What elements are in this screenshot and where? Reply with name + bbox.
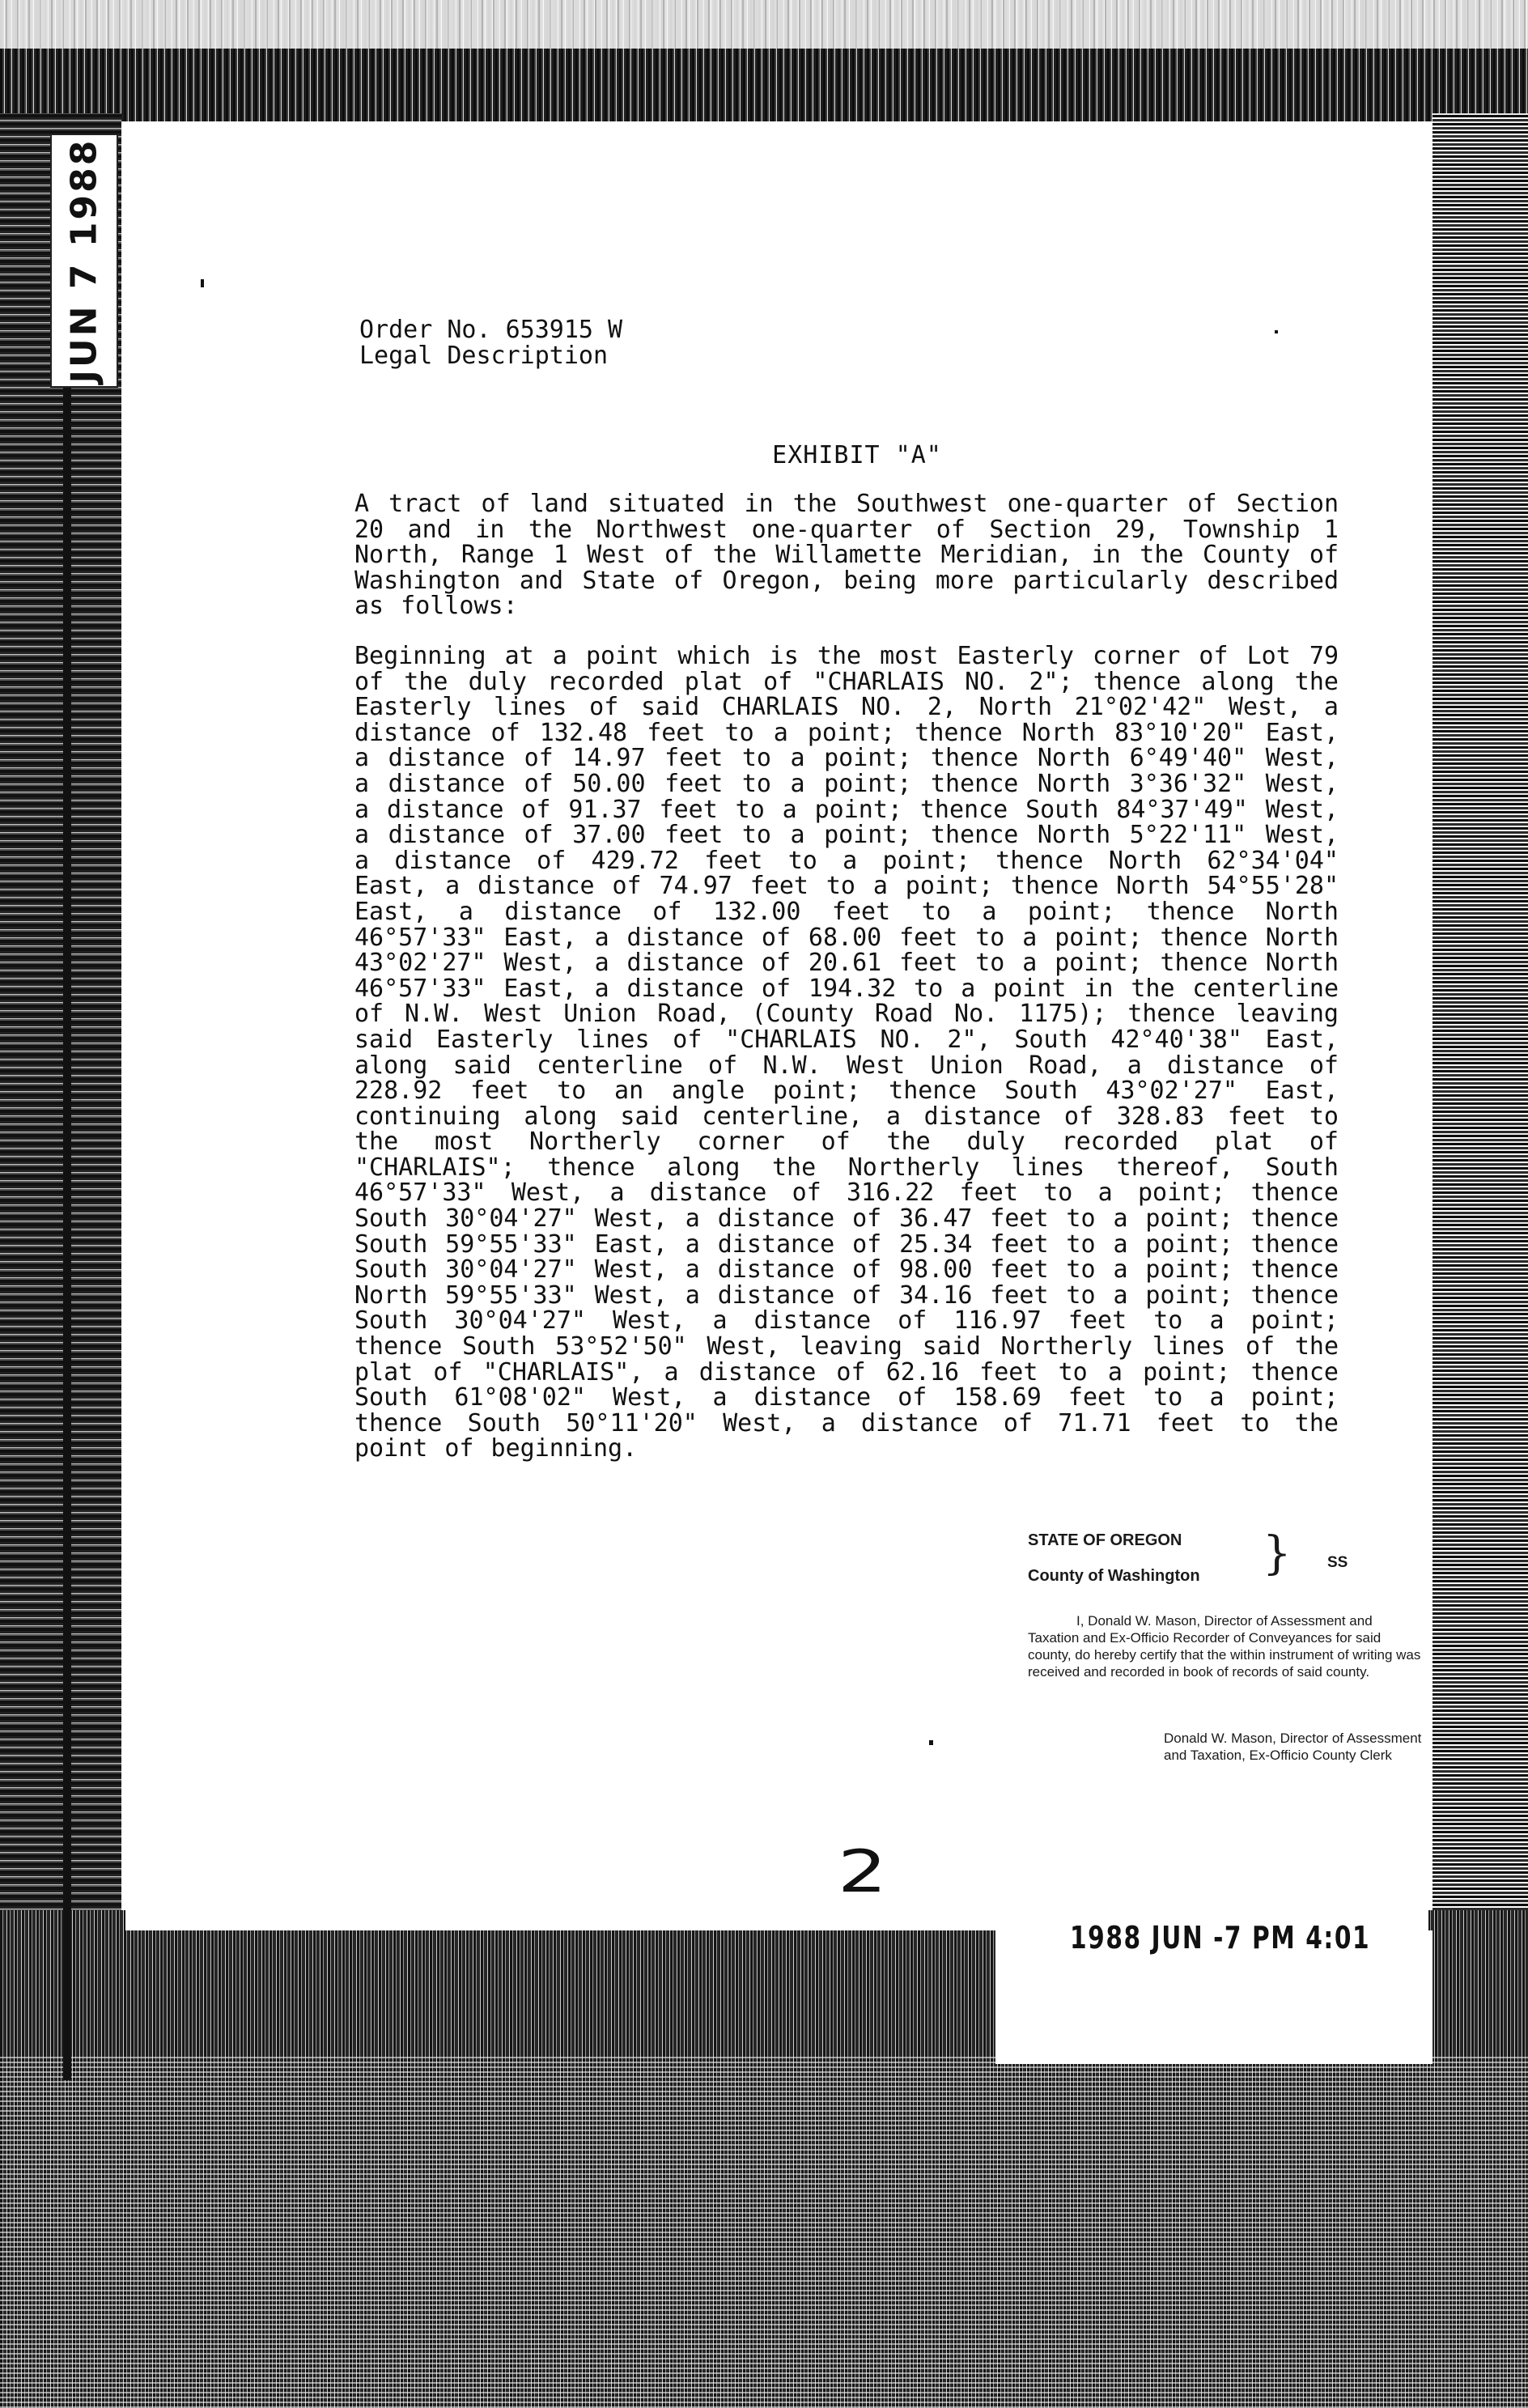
certificate-body: I, Donald W. Mason, Director of Assessment and Taxation and Ex-Officio Recorder of Conveyances for said county, do hereby certify that the within instrument of writing was received and recorded in book of records of said county. [1028, 1613, 1421, 1680]
filing-time-stamp: 1988 JUN -7 PM 4:01 [1070, 1920, 1371, 1956]
handwritten-page-number: 2 [838, 1837, 888, 1905]
certificate-state: STATE OF OREGON [1028, 1531, 1182, 1549]
scan-noise-bottom [0, 2056, 1528, 2408]
speck [201, 279, 204, 287]
certificate-signer: Donald W. Mason, Director of Assessment and Taxation, Ex-Officio County Clerk [1164, 1731, 1422, 1763]
certificate-ss: SS [1327, 1554, 1348, 1571]
certificate-county: County of Washington [1028, 1567, 1200, 1585]
speck [929, 1740, 933, 1745]
exhibit-title: EXHIBIT "A" [772, 441, 942, 469]
brace-glyph: } [1263, 1527, 1292, 1580]
order-number: Order No. 653915 W [359, 316, 623, 344]
tract-intro-paragraph: A tract of land situated in the Southwest one-quarter of Section 20 and in the Northwest one-quarter of Section 29, Township 1 North, Range 1 West of the Willamette Meridian, in the County of Washington and State of Oregon, being more particularly described as follows: [354, 490, 1339, 621]
scan-border-top-fade [0, 0, 1528, 49]
received-date-stamp [50, 134, 118, 388]
received-date-text: JUN 7 1988 [63, 138, 105, 384]
margin-rule [63, 380, 71, 2080]
metes-and-bounds-paragraph: Beginning at a point which is the most Easterly corner of Lot 79 of the duly recorded plat of "CHARLAIS NO. 2"; thence along the Easterly lines of said CHARLAIS NO. 2, North 21°02'42" West, a distance of 132.48 feet to a point; thence North 83°10'20" East, a distance of 14.97 feet to a point; thence North 6°49'40" West, a distance of 50.00 feet to a point; thence North 3°36'32" West, a distance of 91.37 feet to a point; thence South 84°37'49" West, a distance of 37.00 feet to a point; thence North 5°22'11" West, a distance of 429.72 feet to a point; thence North 62°34'04" East, a distance of 74.97 feet to a point; thence North 54°55'28" East, a distance of 132.00 feet to a point; thence North 46°57'33" East, a distance of 68.00 feet to a point; thence North 43°02'27" West, a distance of 20.61 feet to a point; thence North 46°57'33" East, a distance of 194.32 to a point in the centerline of N.W. West Union Road, (County Road No. 1175); thence leaving said Easterly lines of "CHARLAIS NO. 2", South 42°40'38" East, along said centerline of N.W. West Union Road, a distance of 228.92 feet to an angle point; thence South 43°02'27" East, continuing along said centerline, a distance of 328.83 feet to the most Northerly corner of the duly recorded plat of "CHARLAIS"; thence along the Northerly lines thereof, South 46°57'33" West, a distance of 316.22 feet to a point; thence South 30°04'27" West, a distance of 36.47 feet to a point; thence South 59°55'33" East, a distance of 25.34 feet to a point; thence South 30°04'27" West, a distance of 98.00 feet to a point; thence North 59°55'33" West, a distance of 34.16 feet to a point; thence South 30°04'27" West, a distance of 116.97 feet to a point; thence South 53°52'50" West, leaving said Northerly lines of the plat of "CHARLAIS", a distance of 62.16 feet to a point; thence South 61°08'02" West, a distance of 158.69 feet to a point; thence South 50°11'20" West, a distance of 71.71 feet to the point of beginning. [354, 642, 1339, 1463]
legal-description-label: Legal Description [359, 342, 609, 370]
speck [1275, 330, 1278, 333]
